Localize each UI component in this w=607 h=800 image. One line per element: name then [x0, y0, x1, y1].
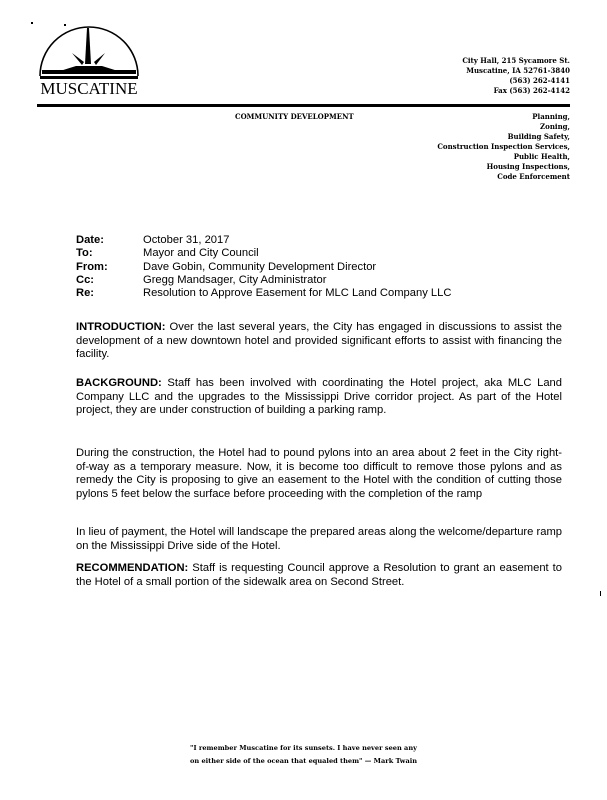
service-item: Building Safety,	[507, 132, 570, 141]
memo-header	[76, 234, 451, 300]
background-paragraph	[76, 377, 562, 418]
service-item: Housing Inspections,	[486, 162, 570, 171]
section-heading: BACKGROUND:	[76, 377, 162, 389]
sunset-emblem-icon	[36, 18, 142, 80]
memo-value: October 31, 2017	[143, 234, 230, 246]
header-rule	[37, 104, 570, 107]
services-list	[437, 112, 570, 182]
memo-label: From:	[76, 260, 108, 273]
memo-row-date	[76, 234, 451, 247]
memo-label: To:	[76, 247, 93, 260]
service-item: Code Enforcement	[497, 172, 570, 181]
memo-row-from	[76, 261, 451, 274]
memo-value: Resolution to Approve Easement for MLC Land Company LLC	[143, 287, 452, 300]
paragraph-text: Over the last several years, the City has engaged in discussions to assist the development of a new downtown hotel and provided significant efforts to assist with financing the facility.	[76, 321, 562, 361]
logo-wordmark: MUSCATINE	[40, 79, 138, 98]
paragraph-text: Staff is requesting Council approve a Resolution to grant an easement to the Hotel of a small portion of the sidewalk area on Second Street.	[76, 562, 562, 588]
address-line: Muscatine, IA 52761-3840	[466, 66, 570, 75]
paragraph-text: Staff has been involved with coordinating the Hotel project, aka MLC Land Company LLC and the upgrades to the Mississippi Drive corridor project. As part of the Hotel project, they are under construction of building a parking ramp.	[76, 377, 562, 417]
fax-line: Fax (563) 262-4142	[493, 86, 570, 95]
quote-line: "I remember Muscatine for its sunsets. I have never seen any	[190, 744, 417, 752]
memo-row-re	[76, 287, 451, 300]
memo-label: Cc:	[76, 273, 95, 286]
memo-label: Date:	[76, 234, 104, 246]
address-line: City Hall, 215 Sycamore St.	[462, 56, 570, 65]
payment-paragraph: In lieu of payment, the Hotel will landscape the prepared areas along the welcome/departure ramp on the Mississippi Drive side of the Hotel.	[76, 526, 562, 552]
section-heading: RECOMMENDATION:	[76, 562, 189, 574]
margin-mark	[600, 591, 601, 596]
section-heading: INTRODUCTION:	[76, 321, 166, 333]
memo-row-to	[76, 247, 451, 260]
memo-row-cc	[76, 274, 451, 287]
muscatine-logo	[36, 18, 142, 100]
scan-speck	[31, 22, 33, 24]
recommendation-paragraph	[76, 562, 562, 589]
service-item: Construction Inspection Services,	[437, 142, 570, 151]
service-item: Public Health,	[513, 152, 570, 161]
memo-value: Gregg Mandsager, City Administrator	[143, 273, 327, 286]
service-item: Planning,	[532, 112, 570, 121]
service-item: Zoning,	[540, 122, 570, 131]
department-name: COMMUNITY DEVELOPMENT	[235, 112, 354, 121]
quote-line: on either side of the ocean that equaled them" — Mark Twain	[189, 757, 418, 765]
construction-paragraph: During the construction, the Hotel had to pound pylons into an area about 2 feet in the City right-of-way as a temporary measure. Now, it is become too difficult to remove those pylons and as remedy the City is proposing to give an easement to the Hotel with the condition of cutting those pylons 5 feet below the surface before proceeding with the completion of the ramp	[76, 447, 562, 500]
memo-value: Mayor and City Council	[143, 247, 259, 260]
phone-line: (563) 262-4141	[509, 76, 570, 85]
address-block	[462, 56, 570, 96]
memo-value: Dave Gobin, Community Development Director	[143, 260, 377, 273]
introduction-paragraph	[76, 321, 562, 362]
memo-label: Re:	[76, 287, 95, 300]
footer-quote	[0, 742, 607, 768]
